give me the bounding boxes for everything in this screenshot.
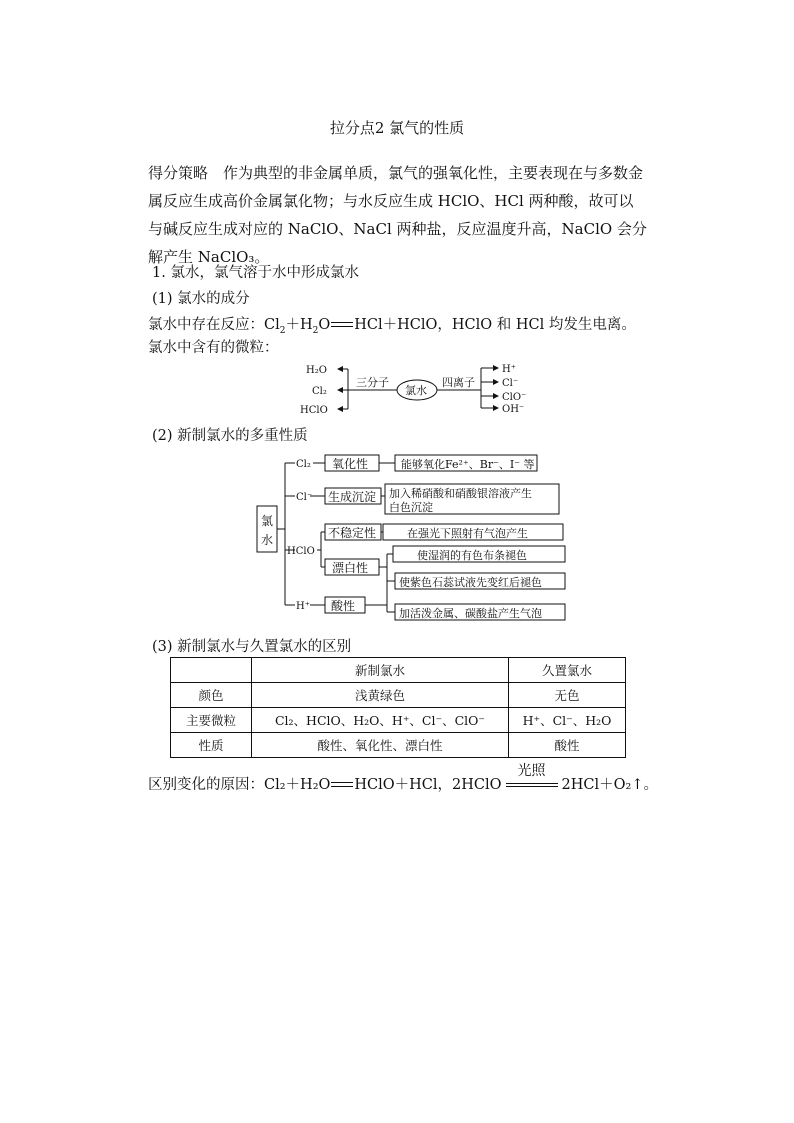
intro-paragraph: 得分策略 作为典型的非金属单质，氯气的强氧化性，主要表现在与多数金属反应生成高价金属氯化物；与水反应生成 HClO、HCl 两种酸，故可以与碱反应生成对应的 NaClO、NaCl 两种盐，反应温度升高，NaClO 会分解产生 NaClO₃。 (148, 164, 647, 266)
particles-diagram (290, 358, 550, 420)
molecule-hclo: HClO (300, 405, 328, 416)
effect-litmus: 使紫色石蕊试液先变红后褪色 (399, 576, 542, 589)
cause-eq2-right: 2HCl＋O₂↑。 (561, 777, 658, 793)
ion-clo: ClO⁻ (502, 392, 527, 403)
species-cl2: Cl₂ (296, 459, 311, 470)
cause-eq1-left: Cl₂＋H₂O (264, 777, 331, 793)
four-ions-label: 四离子 (442, 376, 475, 389)
ion-oh: OH⁻ (502, 404, 525, 415)
table-cell: 颜色 (171, 683, 252, 708)
property-bleaching: 漂白性 (332, 561, 369, 575)
table-cell: 无色 (509, 683, 626, 708)
ion-h: H⁺ (502, 364, 516, 375)
particles-label: 氯水中含有的微粒： (148, 340, 279, 356)
properties-diagram (255, 450, 575, 626)
effect-oxidize: 能够氧化Fe²⁺、Br⁻、I⁻ 等 (401, 458, 535, 471)
table-cell: H⁺、Cl⁻、H₂O (509, 708, 626, 733)
reaction-equation: $Cl_2+H_2O$ HCl＋HClO (264, 317, 438, 336)
effect-precipitate-line1: 加入稀硝酸和硝酸银溶液产生 (389, 487, 532, 500)
table-cell: 酸性 (509, 733, 626, 758)
reaction-line (148, 313, 636, 336)
table-row (171, 733, 626, 758)
table-cell: 性质 (171, 733, 252, 758)
effect-light-bubbles: 在强光下照射有气泡产生 (407, 527, 528, 540)
molecule-cl2: Cl₂ (312, 386, 327, 397)
reaction-prefix: 氯水中存在反应： (148, 317, 264, 333)
ion-cl: Cl⁻ (502, 378, 519, 389)
table-header-cell (171, 658, 252, 683)
table-cell: 酸性、氧化性、漂白性 (252, 733, 509, 758)
root-char-2: 水 (261, 533, 274, 547)
table-cell: 浅黄绿色 (252, 683, 509, 708)
table-row (171, 683, 626, 708)
effect-cloth-fading: 使湿润的有色布条褪色 (417, 549, 527, 562)
subsection-difference: (3) 新制氯水与久置氯水的区别 (152, 639, 352, 655)
property-precipitate: 生成沉淀 (328, 490, 377, 504)
subsection-composition: (1) 氯水的成分 (152, 291, 250, 307)
reaction-suffix: ，HClO 和 HCl 均发生电离。 (437, 317, 636, 333)
cause-label: 区别变化的原因： (148, 777, 264, 793)
effect-gas-bubbles: 加活泼金属、碳酸盐产生气泡 (399, 607, 542, 620)
molecule-h2o: H₂O (306, 365, 327, 376)
table-row (171, 708, 626, 733)
table-cell: Cl₂、HClO、H₂O、H⁺、Cl⁻、ClO⁻ (252, 708, 509, 733)
chlorine-water-center: 氯水 (405, 384, 427, 397)
light-condition-arrow (506, 762, 558, 792)
light-condition-label: 光照 (517, 762, 546, 778)
comparison-table (170, 657, 626, 758)
page-title: 拉分点2 氯气的性质 (329, 119, 465, 137)
cause-eq1-right: HClO＋HCl，2HClO (354, 777, 502, 793)
table-header-row (171, 658, 626, 683)
effect-precipitate-line2: 白色沉淀 (389, 501, 433, 514)
property-oxidizing: 氧化性 (332, 457, 369, 471)
root-char-1: 氯 (261, 514, 274, 528)
table-header-cell: 久置氯水 (509, 658, 626, 683)
subsection-properties: (2) 新制氯水的多重性质 (152, 428, 308, 444)
three-molecules-label: 三分子 (356, 376, 389, 389)
species-hclo: HClO (287, 546, 315, 557)
species-h-ion: H⁺ (296, 601, 310, 612)
reversible-arrow-icon (331, 780, 353, 790)
table-cell: 主要微粒 (171, 708, 252, 733)
section-heading-chlorine-water: 1. 氯水，氯气溶于水中形成氯水 (152, 265, 359, 281)
species-cl-ion: Cl⁻ (296, 492, 313, 503)
reversible-arrow-icon (331, 320, 353, 330)
property-unstable: 不稳定性 (328, 526, 377, 540)
property-acidic: 酸性 (331, 599, 356, 613)
cause-line (148, 762, 658, 794)
table-header-cell: 新制氯水 (252, 658, 509, 683)
